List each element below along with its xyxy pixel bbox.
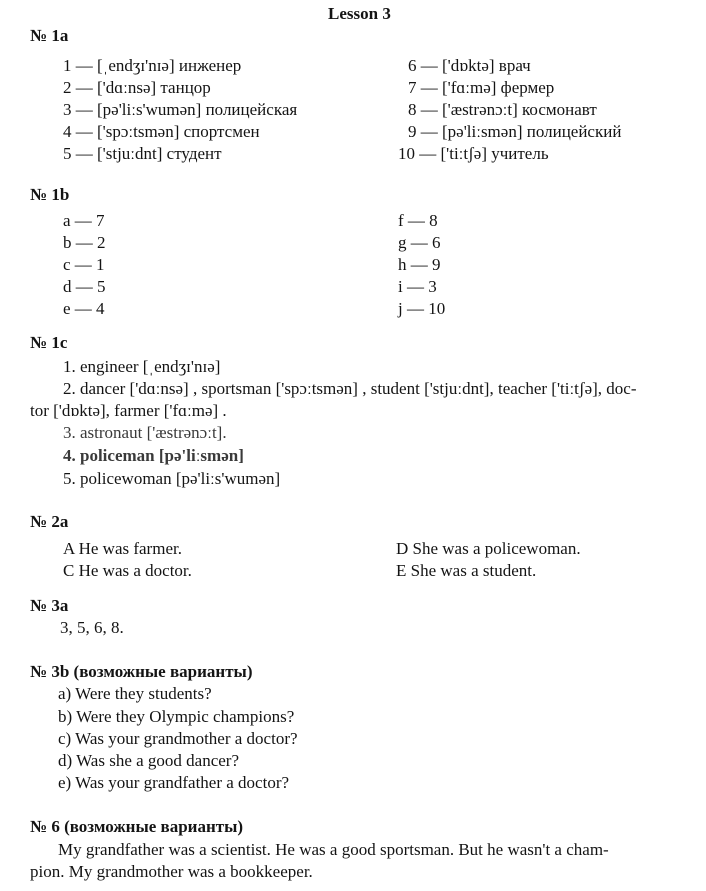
paragraph-line: My grandfather was a scientist. He was a good sportsman. But he wasn't a cham- (58, 840, 609, 859)
list-item: 2. dancer ['dɑːnsə] , sportsman ['spɔːtsmən] , student ['stjuːdnt], teacher ['tiːtʃə], doc- (63, 379, 637, 398)
list-item: 3 — [pə'liːs'wumən] полицейская (63, 100, 298, 119)
section-heading-1b: № 1b (30, 185, 70, 204)
list-item: 4 — ['spɔːtsmən] спортсмен (63, 122, 260, 141)
list-item: 8 — ['æstrənɔːt] космонавт (408, 100, 597, 119)
list-item: 6 — ['dɒktə] врач (408, 56, 531, 75)
list-item: c — 1 (63, 255, 105, 274)
list-item: D She was a policewoman. (396, 539, 581, 558)
section-heading-6: № 6 (возможные варианты) (30, 817, 244, 836)
list-item: 5 — ['stjuːdnt] студент (63, 144, 222, 163)
list-item: 4. policeman [pə'liːsmən] (63, 446, 244, 465)
list-item: 1 — [ˌendʒɪ'nɪə] инженер (63, 56, 242, 75)
list-item-continuation: tor ['dɒktə], farmer ['fɑːmə] . (30, 401, 227, 420)
list-item: j — 10 (398, 299, 446, 318)
list-item: A He was farmer. (63, 539, 182, 558)
list-item: 10 — ['tiːtʃə] учитель (398, 144, 549, 163)
list-item: a) Were they students? (58, 684, 212, 703)
list-item: 9 — [pə'liːsmən] полицейский (408, 122, 622, 141)
section-heading-2a: № 2a (30, 512, 69, 531)
list-item: g — 6 (398, 233, 441, 252)
list-item: 1. engineer [ˌendʒɪ'nɪə] (63, 357, 221, 376)
list-item: 5. policewoman [pə'liːs'wumən] (63, 469, 281, 488)
list-item: e) Was your grandfather a doctor? (58, 773, 290, 792)
list-item: e — 4 (63, 299, 105, 318)
list-item: f — 8 (398, 211, 438, 230)
list-item: c) Was your grandmother a doctor? (58, 729, 298, 748)
list-item: d) Was she a good dancer? (58, 751, 239, 770)
list-item: a — 7 (63, 211, 105, 230)
answer-text: 3, 5, 6, 8. (60, 618, 124, 637)
section-heading-3b: № 3b (возможные варианты) (30, 662, 253, 681)
list-item: 3. astronaut ['æstrənɔːt]. (63, 423, 227, 442)
list-item: h — 9 (398, 255, 441, 274)
section-heading-1c: № 1c (30, 333, 68, 352)
paragraph-line: pion. My grandmother was a bookkeeper. (30, 862, 313, 881)
list-item: 2 — ['dɑːnsə] танцор (63, 78, 211, 97)
list-item: E She was a student. (396, 561, 537, 580)
section-heading-1a: № 1a (30, 26, 69, 45)
list-item: i — 3 (398, 277, 437, 296)
list-item: 7 — ['fɑːmə] фермер (408, 78, 555, 97)
list-item: C He was a doctor. (63, 561, 192, 580)
list-item: b) Were they Olympic champions? (58, 707, 295, 726)
page-title: Lesson 3 (328, 4, 391, 23)
list-item: b — 2 (63, 233, 106, 252)
section-heading-3a: № 3a (30, 596, 69, 615)
list-item: d — 5 (63, 277, 106, 296)
